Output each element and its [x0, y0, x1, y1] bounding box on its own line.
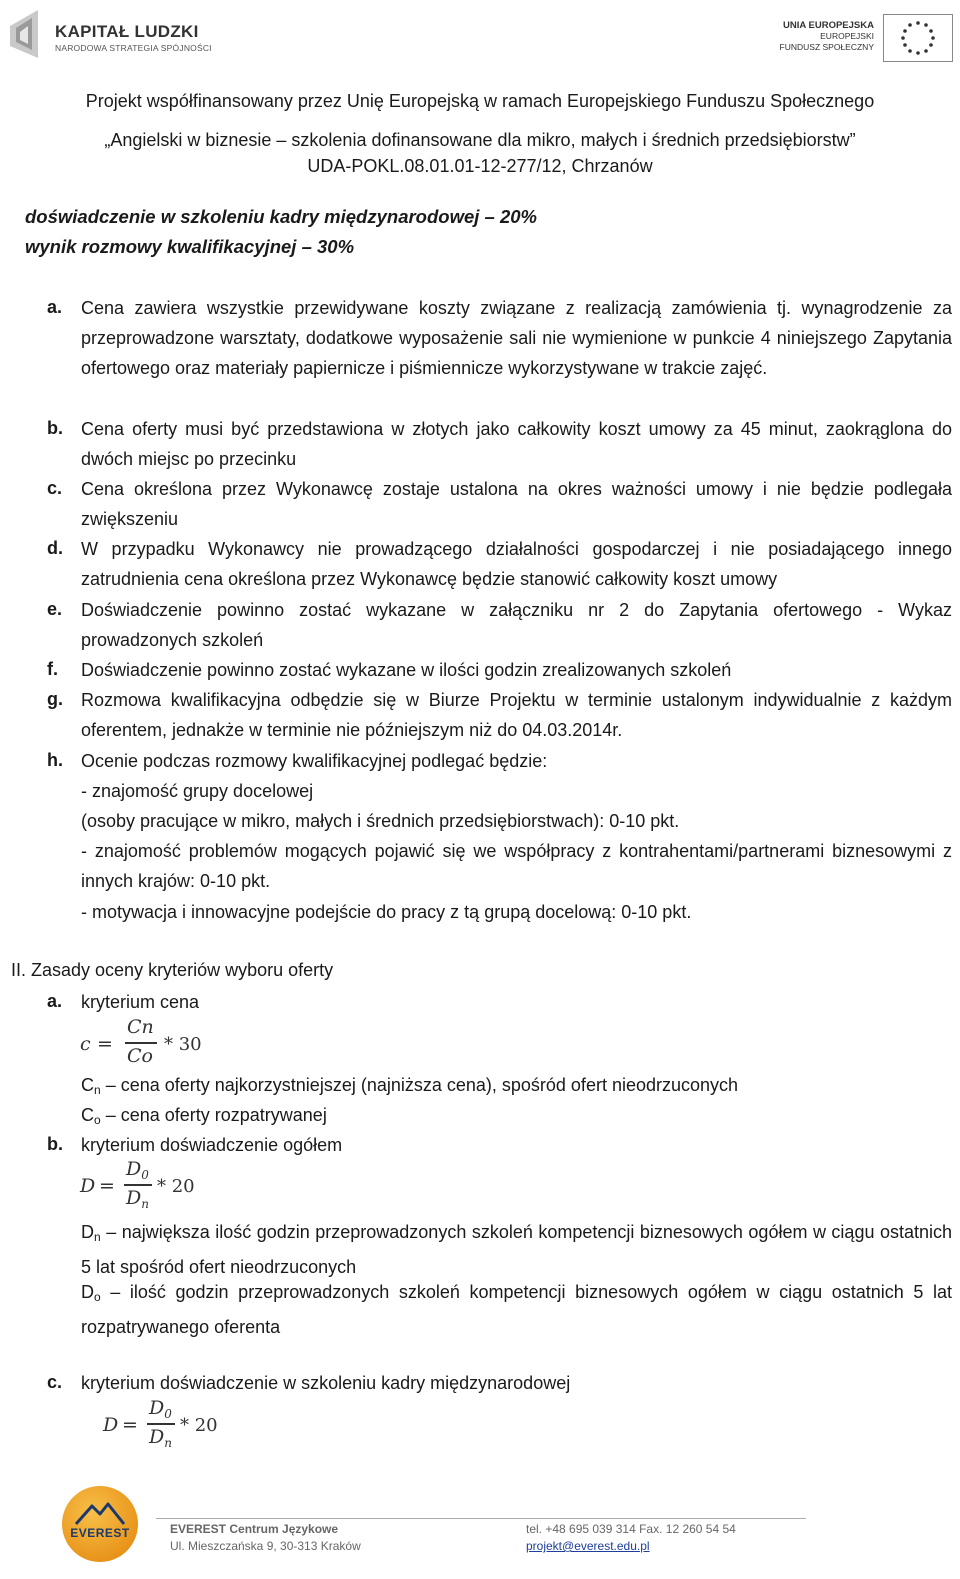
criterion-label: b. [47, 1134, 63, 1154]
formula-denominator: $D_n$ [126, 1187, 149, 1211]
criterion-title: kryterium doświadczenie ogółem [81, 1135, 343, 1155]
interview-item: - znajomość problemów mogących pojawić się we współpracy z kontrahentami/partnerami biznesowymi z innych krajów: 0-10 pkt. [81, 841, 952, 892]
criterion-weight-interview: wynik rozmowy kwalifikacyjnej – 30% [25, 236, 355, 257]
project-cofinancing-line: Projekt współfinansowany przez Unię Europejską w ramach Europejskiego Funduszu Społecznego [85, 91, 875, 111]
eu-flag-icon [883, 14, 953, 62]
list-item-label: c. [47, 478, 63, 498]
list-item: W przypadku Wykonawcy nie prowadzącego działalności gospodarczej i nie posiadającego innego zatrudnienia cena określona przez Wykonawcę będzie stanowić całkowity koszt umowy [81, 539, 952, 590]
formula-numerator: Cn [127, 1016, 154, 1038]
formula-lhs: c [80, 1033, 91, 1055]
formula-multiplier: * 20 [180, 1415, 218, 1436]
footer-address: Ul. Mieszczańska 9, 30-313 Kraków [170, 1539, 361, 1553]
formula-fraction-bar [147, 1423, 175, 1425]
kapital-ludzki-logo-mark [6, 6, 42, 62]
formula-lhs: D [103, 1414, 119, 1436]
list-item: Cena oferty musi być przedstawiona w złotych jako całkowity koszt umowy za 45 minut, zaokrąglona do dwóch miejsc po przecinku [81, 419, 952, 470]
criterion-label: c. [47, 1372, 63, 1392]
list-item: Cena zawiera wszystkie przewidywane koszty związane z realizacją zamówienia tj. wynagrodzenie za przeprowadzone warsztaty, dodatkowe wyposażenie sali nie wymienione w punkcie 4 niniejszego Zapytania ofertowego oraz materiały papiernicze i piśmiennicze wykorzystywane w trakcie zajęć. [81, 298, 952, 379]
footer-email[interactable] [526, 1538, 650, 1555]
footer-company: EVEREST Centrum Językowe [170, 1522, 339, 1536]
kapital-ludzki-logo-name: KAPITAŁ LUDZKI [55, 22, 199, 41]
definition-co: $C_o$ – cena oferty rozpatrywanej [81, 1105, 327, 1127]
section-heading: II. Zasady oceny kryteriów wyboru oferty [11, 960, 334, 980]
formula-multiplier: * 20 [157, 1176, 195, 1197]
formula-equals: = [97, 1033, 113, 1055]
criterion-weight-international: doświadczenie w szkoleniu kadry międzynarodowej – 20% [25, 206, 538, 227]
criterion-title: kryterium cena [81, 992, 200, 1012]
formula-lhs: D [80, 1175, 96, 1197]
list-item-label: a. [47, 297, 63, 317]
definition-do: $D_o$ – ilość godzin przeprowadzonych szkoleń kompetencji biznesowych ogółem w ciągu ostatnich 5 lat rozpatrywanego oferenta [81, 1282, 952, 1338]
list-item: Cena określona przez Wykonawcę zostaje ustalona na okres ważności umowy i nie będzie podlegała zwiększeniu [81, 479, 952, 530]
criterion-title: kryterium doświadczenie w szkoleniu kadry międzynarodowej [81, 1373, 571, 1393]
formula-numerator: $D_0$ [126, 1158, 149, 1182]
formula-equals: = [122, 1414, 138, 1436]
interview-item: - motywacja i innowacyjne podejście do pracy z tą grupą docelową: 0-10 pkt. [81, 902, 692, 922]
interview-item: (osoby pracujące w mikro, małych i średnich przedsiębiorstwach): 0-10 pkt. [81, 811, 680, 831]
list-item-label: h. [47, 750, 63, 770]
interview-item: - znajomość grupy docelowej [81, 781, 314, 801]
formula-fraction-bar [124, 1184, 152, 1186]
list-item: Rozmowa kwalifikacyjna odbędzie się w Biurze Projektu w terminie ustalonym indywidualnie z każdym oferentem, jednakże w terminie nie późniejszym niż do 04.03.2014r. [81, 690, 952, 741]
list-item-label: b. [47, 418, 63, 438]
international-formula [103, 1397, 243, 1453]
list-item: Doświadczenie powinno zostać wykazane w załączniku nr 2 do Zapytania ofertowego - Wykaz prowadzonych szkoleń [81, 600, 952, 651]
formula-multiplier: * 30 [164, 1034, 202, 1055]
footer-divider [156, 1518, 806, 1519]
definition-dn: $D_n$ – największa ilość godzin przeprowadzonych szkoleń kompetencji biznesowych ogółem w ciągu ostatnich 5 lat spośród ofert nieodrzuconych [81, 1222, 952, 1278]
formula-fraction-bar [125, 1042, 157, 1044]
list-item: Ocenie podczas rozmowy kwalifikacyjnej podlegać będzie: [81, 751, 548, 771]
definition-cn: $C_n$ – cena oferty najkorzystniejszej (najniższa cena), spośród ofert nieodrzuconych [81, 1075, 739, 1097]
eu-logo-text: UNIA EUROPEJSKA EUROPEJSKI FUNDUSZ SPOŁECZNY [779, 20, 874, 52]
project-title: „Angielski w biznesie – szkolenia dofinansowane dla mikro, małych i średnich przedsiębiorstw” [104, 130, 856, 150]
formula-numerator: $D_0$ [149, 1397, 172, 1421]
list-item: Doświadczenie powinno zostać wykazane w ilości godzin zrealizowanych szkoleń [81, 660, 732, 680]
list-item-label: g. [47, 689, 63, 709]
mountain-icon [74, 1500, 126, 1526]
price-formula [80, 1016, 220, 1072]
everest-logo-word: EVEREST [70, 1526, 130, 1540]
email-link[interactable]: projekt@everest.edu.pl [526, 1539, 650, 1553]
list-item-label: e. [47, 599, 63, 619]
formula-denominator: $D_n$ [149, 1426, 172, 1450]
footer-phone: tel. +48 695 039 314 Fax. 12 260 54 54 [526, 1522, 736, 1536]
formula-denominator: Co [127, 1045, 153, 1067]
list-item-label: f. [47, 659, 58, 679]
list-item-label: d. [47, 538, 63, 558]
criterion-label: a. [47, 991, 63, 1011]
formula-equals: = [99, 1175, 115, 1197]
experience-formula [80, 1158, 220, 1214]
kapital-ludzki-logo-subtitle: NARODOWA STRATEGIA SPÓJNOŚCI [55, 43, 212, 53]
project-number: UDA-POKL.08.01.01-12-277/12, Chrzanów [307, 156, 653, 176]
